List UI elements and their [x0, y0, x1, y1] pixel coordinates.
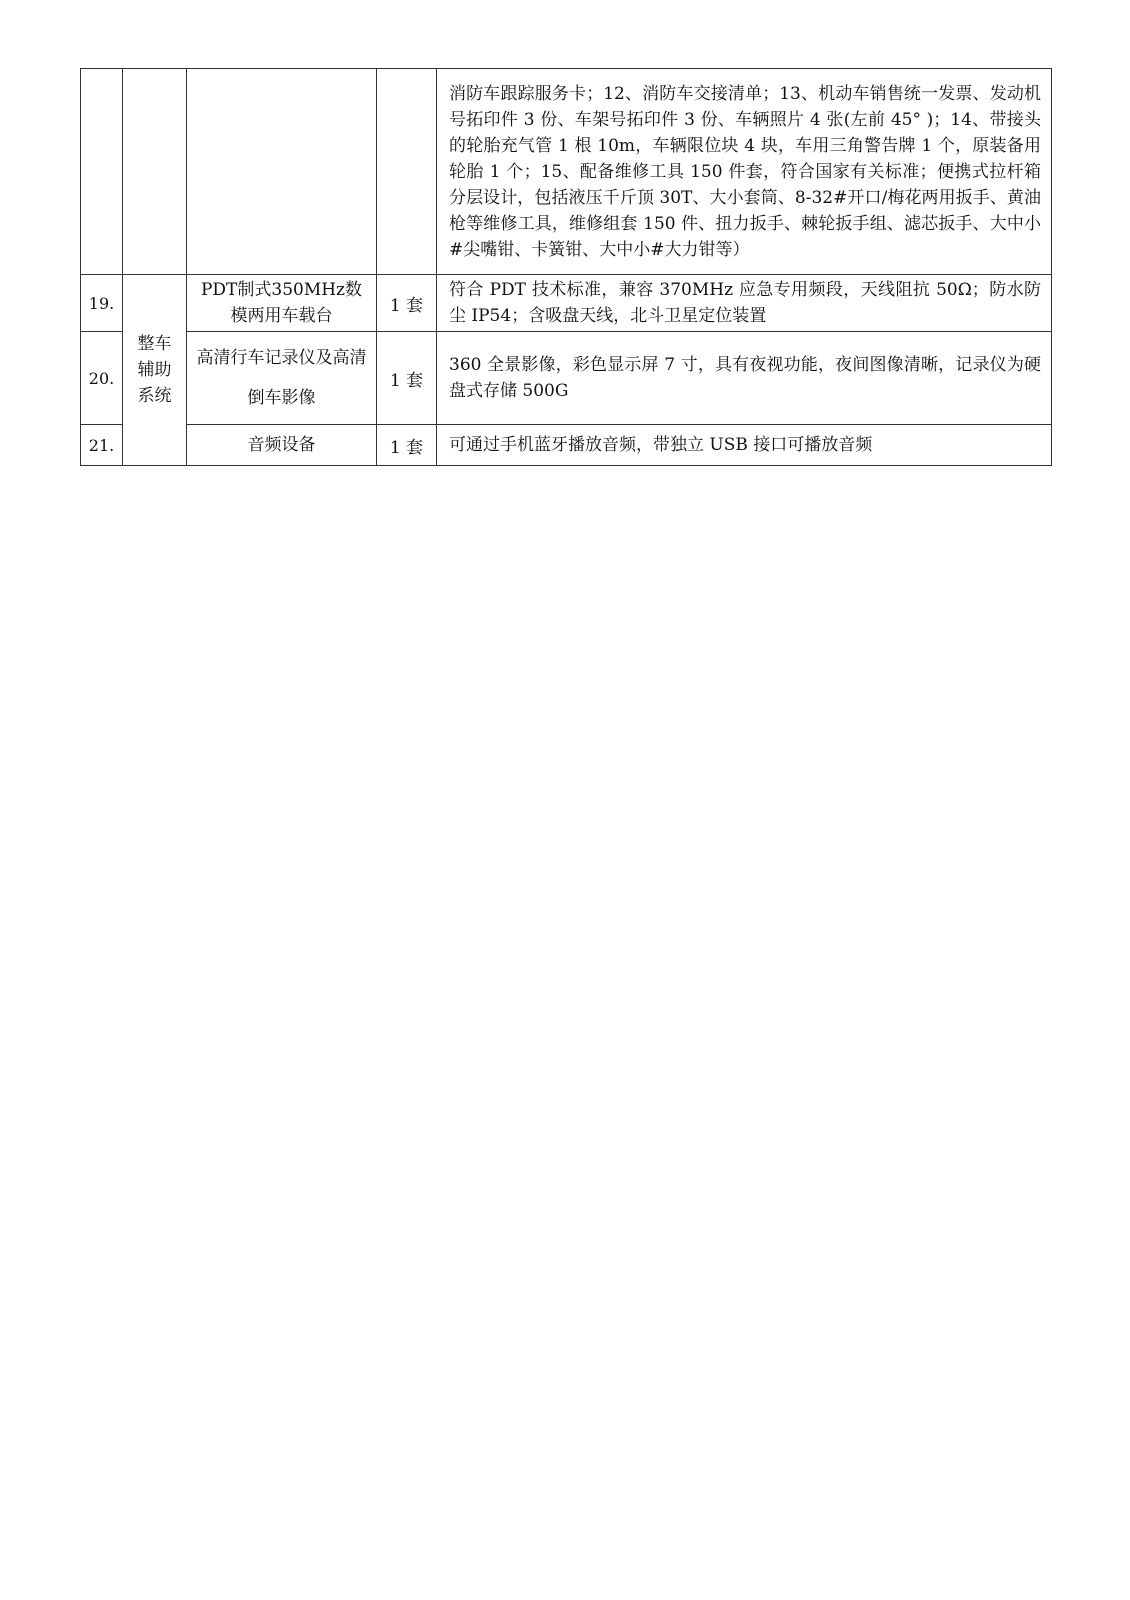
item-name-cell [187, 275, 377, 332]
item-name-cell [187, 332, 377, 425]
table-row [81, 332, 1052, 425]
spec-cell [437, 275, 1052, 332]
row-number-cell: 19. [81, 275, 123, 332]
spec-cell [437, 69, 1052, 275]
quantity-cell: 1 套 [377, 275, 437, 332]
spec-cell [437, 425, 1052, 466]
spec-text: 可通过手机蓝牙播放音频，带独立 USB 接口可播放音频 [449, 435, 873, 455]
row-number-cell: 21. [81, 425, 123, 466]
category-cell [123, 275, 187, 466]
table-row-continued [81, 69, 1052, 275]
spec-text: 360 全景影像，彩色显示屏 7 寸，具有夜视功能，夜间图像清晰，记录仪为硬盘式存储 500G [449, 355, 1041, 401]
row-number-cell: 20. [81, 332, 123, 425]
quantity-cell: 1 套 [377, 332, 437, 425]
equipment-spec-table [80, 68, 1052, 466]
spec-cell [437, 332, 1052, 425]
quantity-cell [377, 69, 437, 275]
spec-text: 消防车跟踪服务卡；12、消防车交接清单；13、机动车销售统一发票、发动机号拓印件 3 份、车架号拓印件 3 份、车辆照片 4 张(左前 45° )；14、带接头的轮胎充气管 1 根 10m，车辆限位块 4 块，车用三角警告牌 1 个，原装备用轮胎 1 个；15、配备维修工具 150 件套，符合国家有关标准；便携式拉杆箱分层设计，包括液压千斤顶 30T、大小套筒、8-32#开口/梅花两用扳手、黄油枪等维修工具，维修组套 150 件、扭力扳手、棘轮扳手组、滤芯扳手、大中小#尖嘴钳、卡簧钳、大中小#大力钳等） [449, 83, 1041, 260]
category-cell [123, 69, 187, 275]
table-row [81, 425, 1052, 466]
spec-text: 符合 PDT 技术标准，兼容 370MHz 应急专用频段，天线阻抗 50Ω；防水防尘 IP54；含吸盘天线，北斗卫星定位装置 [449, 280, 1041, 326]
item-name: PDT制式350MHz数模两用车载台 [200, 280, 363, 326]
table-row [81, 275, 1052, 332]
category-label: 整车辅助系统 [137, 334, 172, 406]
row-number-cell [81, 69, 123, 275]
quantity-cell: 1 套 [377, 425, 437, 466]
item-name-cell [187, 425, 377, 466]
item-name-cell [187, 69, 377, 275]
item-name: 高清行车记录仪及高清倒车影像 [196, 348, 367, 408]
item-name: 音频设备 [247, 435, 316, 455]
